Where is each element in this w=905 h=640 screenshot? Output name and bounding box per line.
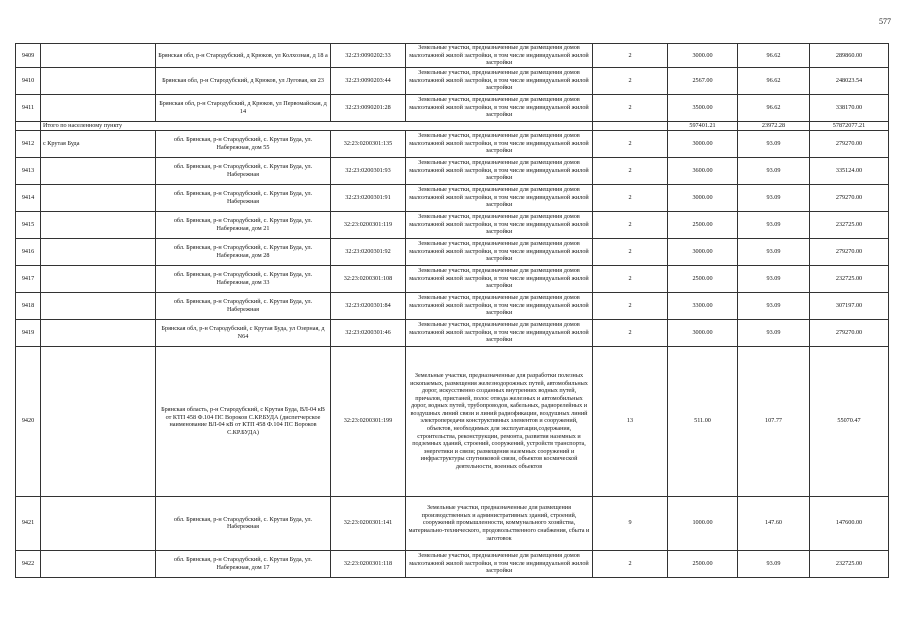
row-number: 9418 [16, 292, 41, 319]
address-cell: обл. Брянская, р-н Стародубский, с. Крутая Буда, ул. Набережная [156, 184, 331, 211]
cadastral-number: 32:23:0200301:108 [331, 265, 406, 292]
table-row [16, 550, 889, 577]
cadastral-number: 32:23:0200301:84 [331, 292, 406, 319]
total-label: Итого по населенному пункту [41, 121, 593, 130]
address-cell: Брянская область, р-н Стародубский, с Крутая Буда, ВЛ-04 кВ от КТП 458 Ф.104 ПС Вороков С.КР.БУДА (диспетчерское наименование ВЛ-04 кВ от КТП 458 Ф.104 ПС Вороков С.КР.БУДА) [156, 346, 331, 496]
address-cell: обл. Брянская, р-н Стародубский, с. Крутая Буда, ул. Набережная [156, 292, 331, 319]
table-row [16, 184, 889, 211]
land-use-cell: Земельные участки, предназначенные для разработки полезных ископаемых, размещения железнодорожных путей, автомобильных дорог, искусственно созданных внутренних водных путей, причалов, пристаней, полос отвода железных и автомобильных дорог, водных путей, трубопроводов, кабельных, радиорелейных и воздушных линий связи и линий радиофикации, воздушных линий электропередачи конструктивных элементов и сооружений, объектов, необходимых для эксплуатации,содержания, строительства, реконструкции, ремонта, развития наземных и подземных зданий, строений, сооружений, устройств транспорта, энергетики и связи; размещения наземных сооружений и инфраструктуры спутниковой связи, объектов космической деятельности, военных объектов [406, 346, 593, 496]
row-number: 9415 [16, 211, 41, 238]
locality-cell [41, 184, 156, 211]
address-cell: Брянская обл, р-н Стародубский, с Крутая Буда, ул Озерная, д N64 [156, 319, 331, 346]
area-cell: 3600.00 [668, 157, 738, 184]
row-number: 9419 [16, 319, 41, 346]
empty-cell [16, 121, 41, 130]
total-cost: 57872077.21 [810, 121, 889, 130]
address-cell: обл. Брянская, р-н Стародубский, с. Крутая Буда, ул. Набережная, дом 33 [156, 265, 331, 292]
cadastral-number: 32:23:0200301:141 [331, 496, 406, 550]
category-cell: 2 [593, 67, 668, 94]
rate-cell: 93.09 [738, 184, 810, 211]
cadastral-number: 32:23:0200301:119 [331, 211, 406, 238]
row-number: 9422 [16, 550, 41, 577]
locality-cell [41, 94, 156, 121]
row-number: 9413 [16, 157, 41, 184]
cadastral-number: 32:23:0200301:92 [331, 238, 406, 265]
category-cell: 2 [593, 130, 668, 157]
table-row [16, 157, 889, 184]
cost-cell: 232725.00 [810, 211, 889, 238]
area-cell: 3300.00 [668, 292, 738, 319]
category-cell: 2 [593, 94, 668, 121]
land-use-cell: Земельные участки, предназначенные для размещения домов малоэтажной жилой застройки, в том числе индивидуальной жилой застройки [406, 319, 593, 346]
cost-cell: 279270.00 [810, 184, 889, 211]
table-row [16, 130, 889, 157]
table-row [16, 319, 889, 346]
locality-cell [41, 550, 156, 577]
rate-cell: 107.77 [738, 346, 810, 496]
address-cell: обл. Брянская, р-н Стародубский, с. Крутая Буда, ул. Набережная [156, 496, 331, 550]
row-number: 9410 [16, 67, 41, 94]
area-cell: 3000.00 [668, 319, 738, 346]
row-number: 9412 [16, 130, 41, 157]
area-cell: 2500.00 [668, 265, 738, 292]
cadastral-number: 32:23:0200301:46 [331, 319, 406, 346]
address-cell: Брянская обл, р-н Стародубский, д Крюков, ул Луговая, кв 23 [156, 67, 331, 94]
table-body [16, 44, 889, 578]
category-cell: 2 [593, 550, 668, 577]
area-cell: 1000.00 [668, 496, 738, 550]
cadastral-number: 32:23:0090203:44 [331, 67, 406, 94]
rate-cell: 93.09 [738, 319, 810, 346]
table-row [16, 292, 889, 319]
rate-cell: 93.09 [738, 265, 810, 292]
land-use-cell: Земельные участки, предназначенные для размещения домов малоэтажной жилой застройки, в том числе индивидуальной жилой застройки [406, 238, 593, 265]
area-cell: 3500.00 [668, 94, 738, 121]
cost-cell: 307197.00 [810, 292, 889, 319]
cost-cell: 248023.54 [810, 67, 889, 94]
category-cell: 2 [593, 157, 668, 184]
land-use-cell: Земельные участки, предназначенные для размещения домов малоэтажной жилой застройки, в том числе индивидуальной жилой застройки [406, 184, 593, 211]
land-use-cell: Земельные участки, предназначенные для размещения производственных и административных зданий, строений, сооружений промышленности, коммунального хозяйства, материально-технического, продовольственного снабжения, сбыта и заготовок [406, 496, 593, 550]
locality-cell [41, 319, 156, 346]
rate-cell: 147.60 [738, 496, 810, 550]
cost-cell: 279270.00 [810, 319, 889, 346]
table-row [16, 496, 889, 550]
locality-cell [41, 346, 156, 496]
address-cell: Брянская обл, р-н Стародубский, д Крюков, ул Первомайская, д 14 [156, 94, 331, 121]
category-cell: 2 [593, 265, 668, 292]
land-use-cell: Земельные участки, предназначенные для размещения домов малоэтажной жилой застройки, в том числе индивидуальной жилой застройки [406, 550, 593, 577]
cost-cell: 147600.00 [810, 496, 889, 550]
category-cell: 9 [593, 496, 668, 550]
area-cell: 3000.00 [668, 44, 738, 68]
address-cell: обл. Брянская, р-н Стародубский, с. Крутая Буда, ул. Набережная, дом 55 [156, 130, 331, 157]
cadastral-number: 32:23:0200301:91 [331, 184, 406, 211]
category-cell: 2 [593, 292, 668, 319]
cost-cell: 279270.00 [810, 238, 889, 265]
rate-cell: 93.09 [738, 157, 810, 184]
land-use-cell: Земельные участки, предназначенные для размещения домов малоэтажной жилой застройки, в том числе индивидуальной жилой застройки [406, 94, 593, 121]
land-use-cell: Земельные участки, предназначенные для размещения домов малоэтажной жилой застройки, в том числе индивидуальной жилой застройки [406, 157, 593, 184]
category-cell: 2 [593, 184, 668, 211]
address-cell: обл. Брянская, р-н Стародубский, с. Крутая Буда, ул. Набережная, дом 17 [156, 550, 331, 577]
row-number: 9421 [16, 496, 41, 550]
cost-cell: 335124.00 [810, 157, 889, 184]
locality-cell [41, 211, 156, 238]
area-cell: 3000.00 [668, 184, 738, 211]
locality-name: с Крутая Буда [41, 130, 156, 157]
land-use-cell: Земельные участки, предназначенные для размещения домов малоэтажной жилой застройки, в том числе индивидуальной жилой застройки [406, 130, 593, 157]
address-cell: обл. Брянская, р-н Стародубский, с. Крутая Буда, ул. Набережная [156, 157, 331, 184]
locality-cell [41, 292, 156, 319]
address-cell: Брянская обл, р-н Стародубский, д Крюков, ул Колхозная, д 18 а [156, 44, 331, 68]
address-cell: обл. Брянская, р-н Стародубский, с. Крутая Буда, ул. Набережная, дом 21 [156, 211, 331, 238]
rate-cell: 93.09 [738, 130, 810, 157]
row-number: 9420 [16, 346, 41, 496]
table-row [16, 94, 889, 121]
total-rate: 23972.28 [738, 121, 810, 130]
land-use-cell: Земельные участки, предназначенные для размещения домов малоэтажной жилой застройки, в том числе индивидуальной жилой застройки [406, 67, 593, 94]
locality-cell [41, 44, 156, 68]
category-cell: 2 [593, 44, 668, 68]
rate-cell: 96.62 [738, 67, 810, 94]
land-use-cell: Земельные участки, предназначенные для размещения домов малоэтажной жилой застройки, в том числе индивидуальной жилой застройки [406, 292, 593, 319]
category-cell: 2 [593, 319, 668, 346]
total-row [16, 121, 889, 130]
rate-cell: 93.09 [738, 238, 810, 265]
rate-cell: 96.62 [738, 94, 810, 121]
locality-cell [41, 496, 156, 550]
total-area: 597401.21 [668, 121, 738, 130]
area-cell: 3000.00 [668, 130, 738, 157]
cadastral-number: 32:23:0200301:199 [331, 346, 406, 496]
table-row [16, 346, 889, 496]
row-number: 9409 [16, 44, 41, 68]
empty-cell [593, 121, 668, 130]
rate-cell: 93.09 [738, 211, 810, 238]
rate-cell: 96.62 [738, 44, 810, 68]
table-row [16, 44, 889, 68]
cost-cell: 55070.47 [810, 346, 889, 496]
locality-cell [41, 157, 156, 184]
row-number: 9417 [16, 265, 41, 292]
table-row [16, 265, 889, 292]
row-number: 9414 [16, 184, 41, 211]
cadastral-number: 32:23:0090202:33 [331, 44, 406, 68]
table-row [16, 211, 889, 238]
address-cell: обл. Брянская, р-н Стародубский, с. Крутая Буда, ул. Набережная, дом 28 [156, 238, 331, 265]
cadastral-number: 32:23:0200301:93 [331, 157, 406, 184]
rate-cell: 93.09 [738, 292, 810, 319]
cadastral-number: 32:23:0090201:28 [331, 94, 406, 121]
locality-cell [41, 265, 156, 292]
land-use-cell: Земельные участки, предназначенные для размещения домов малоэтажной жилой застройки, в том числе индивидуальной жилой застройки [406, 265, 593, 292]
locality-cell [41, 238, 156, 265]
row-number: 9416 [16, 238, 41, 265]
cost-cell: 279270.00 [810, 130, 889, 157]
rate-cell: 93.09 [738, 550, 810, 577]
area-cell: 2567.00 [668, 67, 738, 94]
table-row [16, 67, 889, 94]
category-cell: 2 [593, 211, 668, 238]
cost-cell: 289860.00 [810, 44, 889, 68]
land-registry-table [15, 43, 889, 578]
land-use-cell: Земельные участки, предназначенные для размещения домов малоэтажной жилой застройки, в том числе индивидуальной жилой застройки [406, 211, 593, 238]
area-cell: 2500.00 [668, 550, 738, 577]
cost-cell: 338170.00 [810, 94, 889, 121]
cadastral-number: 32:23:0200301:118 [331, 550, 406, 577]
cadastral-number: 32:23:0200301:135 [331, 130, 406, 157]
locality-cell [41, 67, 156, 94]
cost-cell: 232725.00 [810, 265, 889, 292]
page-number: 577 [879, 17, 891, 26]
category-cell: 2 [593, 238, 668, 265]
area-cell: 2500.00 [668, 211, 738, 238]
cost-cell: 232725.00 [810, 550, 889, 577]
row-number: 9411 [16, 94, 41, 121]
category-cell: 13 [593, 346, 668, 496]
area-cell: 3000.00 [668, 238, 738, 265]
land-use-cell: Земельные участки, предназначенные для размещения домов малоэтажной жилой застройки, в том числе индивидуальной жилой застройки [406, 44, 593, 68]
table-row [16, 238, 889, 265]
area-cell: 511.00 [668, 346, 738, 496]
